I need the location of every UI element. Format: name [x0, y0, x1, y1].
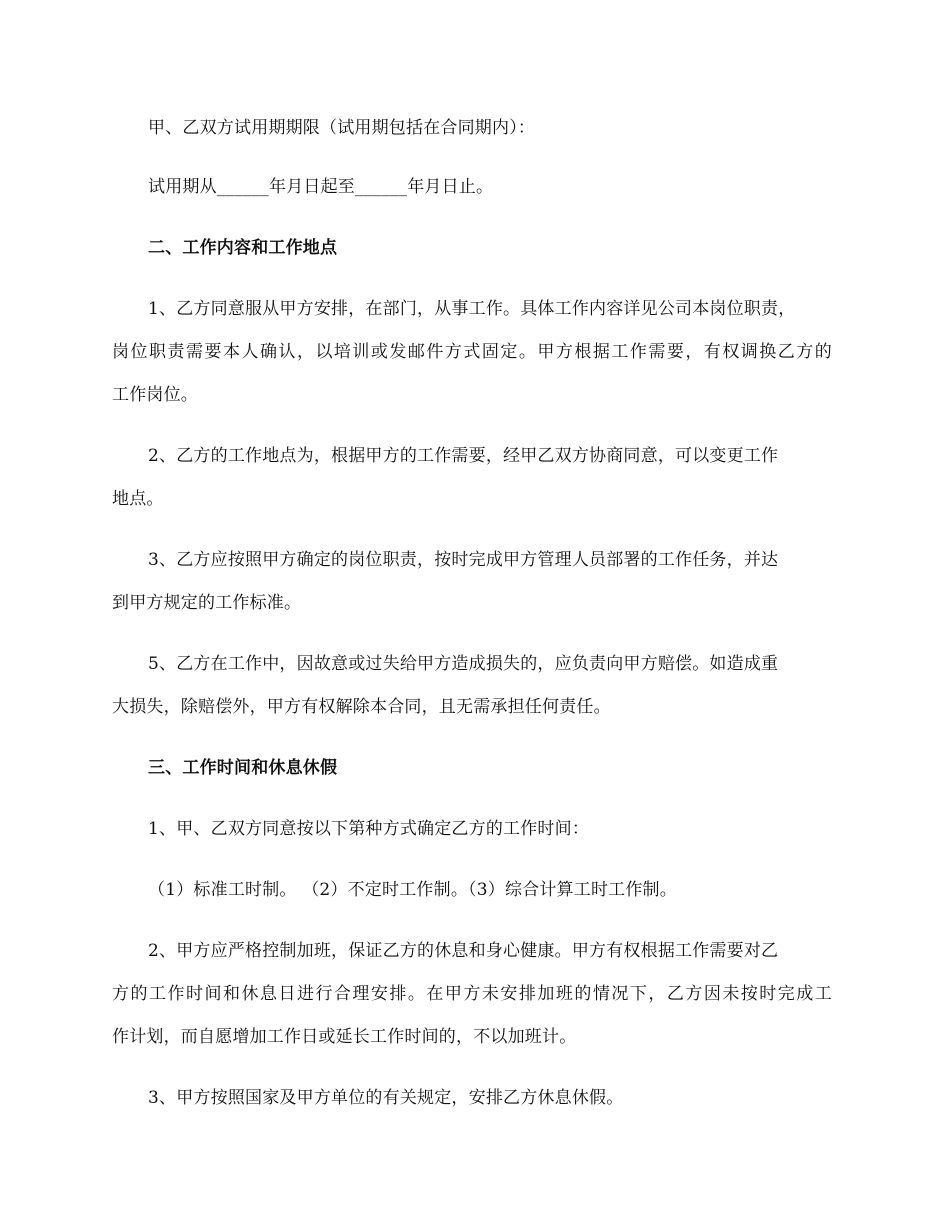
clause-2-1-line-1: 1、乙方同意服从甲方安排，在部门，从事工作。具体工作内容详见公司本岗位职责，	[148, 299, 796, 319]
clause-3-3: 3、甲方按照国家及甲方单位的有关规定，安排乙方休息休假。	[148, 1088, 624, 1108]
clause-2-5-line-2: 大损失，除赔偿外，甲方有权解除本合同，且无需承担任何责任。	[112, 697, 611, 717]
clause-2-3-line-2: 到甲方规定的工作标准。	[112, 593, 302, 613]
clause-3-2-line-3: 作计划，而自愿增加工作日或延长工作时间的，不以加班计。	[112, 1027, 577, 1047]
section-heading-2: 二、工作内容和工作地点	[148, 238, 338, 258]
clause-2-1-line-3: 工作岗位。	[112, 385, 198, 405]
clause-2-2-line-1: 2、乙方的工作地点为，根据甲方的工作需要，经甲乙双方协商同意，可以变更工作	[148, 446, 779, 466]
work-hour-options: （1）标准工时制。 （2）不定时工作制。（3）综合计算工时工作制。	[148, 880, 677, 900]
clause-2-1-line-2: 岗位职责需要本人确认，以培训或发邮件方式固定。甲方根据工作需要，有权调换乙方的	[112, 342, 832, 362]
clause-2-2-line-2: 地点。	[112, 489, 164, 509]
clause-3-2-line-1: 2、甲方应严格控制加班，保证乙方的休息和身心健康。甲方有权根据工作需要对乙	[148, 941, 779, 961]
clause-3-1: 1、甲、乙双方同意按以下第种方式确定乙方的工作时间：	[148, 819, 590, 839]
clause-2-5-line-1: 5、乙方在工作中，因故意或过失给甲方造成损失的，应负责向甲方赔偿。如造成重	[148, 654, 779, 674]
probation-intro: 甲、乙双方试用期期限（试用期包括在合同期内）：	[148, 118, 536, 138]
section-heading-3: 三、工作时间和休息休假	[148, 758, 338, 778]
probation-period: 试用期从______年月日起至______年月日止。	[148, 177, 494, 197]
clause-3-2-line-2: 方的工作时间和休息日进行合理安排。在甲方未安排加班的情况下，乙方因未按时完成工	[112, 984, 832, 1004]
clause-2-3-line-1: 3、乙方应按照甲方确定的岗位职责，按时完成甲方管理人员部署的工作任务，并达	[148, 550, 779, 570]
